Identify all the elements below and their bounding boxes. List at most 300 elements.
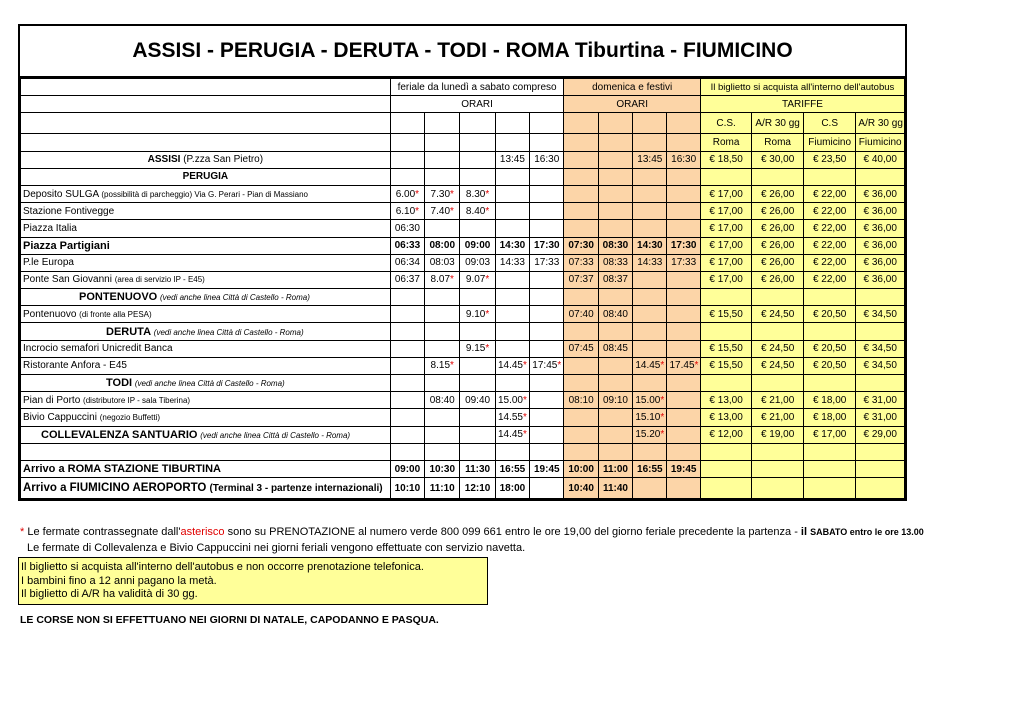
time-cell (530, 185, 564, 202)
time-cell (530, 375, 564, 392)
booking-notes (20, 524, 1000, 556)
time-cell (390, 323, 424, 340)
fare-cell: € 17,00 (700, 185, 752, 202)
stop-name: Piazza Partigiani (21, 237, 391, 254)
stop-name: Incrocio semafori Unicredit Banca (21, 340, 391, 357)
time-cell (425, 220, 460, 237)
time-cell (390, 426, 424, 443)
time-cell: 17.45* (667, 357, 700, 374)
fare-cell: € 26,00 (752, 185, 804, 202)
time-cell (460, 409, 495, 426)
timetable-sheet (18, 24, 907, 501)
time-cell (564, 409, 598, 426)
stop-name (21, 443, 391, 460)
time-cell (667, 168, 700, 185)
fare-cell (752, 460, 804, 477)
time-cell: 17:45* (530, 357, 564, 374)
fare-cell: € 17,00 (700, 237, 752, 254)
time-cell (390, 443, 424, 460)
time-cell (390, 375, 424, 392)
fare-cell: € 22,00 (803, 237, 856, 254)
time-cell: 17:30 (667, 237, 700, 254)
time-cell (425, 134, 460, 151)
time-cell (460, 113, 495, 134)
fare-destination: Fiumicino (803, 134, 856, 151)
fare-cell: € 13,00 (700, 409, 752, 426)
time-cell (425, 151, 460, 168)
ticket-info-box (18, 557, 488, 605)
fare-cell: € 22,00 (803, 254, 856, 271)
fare-cell (803, 323, 856, 340)
time-cell: 11:00 (598, 460, 632, 477)
time-cell: 14.55* (495, 409, 529, 426)
time-cell (460, 426, 495, 443)
time-cell (495, 443, 529, 460)
fare-cell: € 26,00 (752, 271, 804, 288)
time-cell: 07:30 (564, 237, 598, 254)
fare-cell: € 36,00 (856, 203, 905, 220)
time-cell (390, 168, 424, 185)
time-cell: 14:30 (633, 237, 667, 254)
fare-cell: € 17,00 (700, 254, 752, 271)
asterisk-mark: * (660, 429, 665, 441)
asterisk-mark: * (660, 394, 665, 406)
asterisco-word: asterisco (180, 526, 225, 538)
time-cell (564, 375, 598, 392)
timetable (20, 78, 905, 499)
time-cell (564, 357, 598, 374)
time-cell: 8.40* (460, 203, 495, 220)
asterisk-mark: * (694, 360, 699, 372)
time-cell (564, 113, 598, 134)
fare-cell: € 21,00 (752, 409, 804, 426)
time-cell: 18:00 (495, 478, 529, 499)
asterisk-mark: * (485, 343, 490, 355)
fare-cell: € 36,00 (856, 220, 905, 237)
asterisk-mark: * (522, 394, 527, 406)
stop-name: Pontenuovo (di fronte alla PESA) (21, 306, 391, 323)
time-cell: 07:45 (564, 340, 598, 357)
time-cell (667, 340, 700, 357)
time-cell (633, 168, 667, 185)
fare-cell (856, 460, 905, 477)
time-cell: 19:45 (530, 460, 564, 477)
time-cell: 09:40 (460, 392, 495, 409)
fare-cell: € 15,50 (700, 306, 752, 323)
fare-cell: € 26,00 (752, 203, 804, 220)
asterisk-mark: * (450, 205, 454, 217)
time-cell (495, 168, 529, 185)
fare-type: A/R 30 gg (856, 113, 905, 134)
time-cell: 06:34 (390, 254, 424, 271)
fare-cell: € 17,00 (700, 271, 752, 288)
festivi-header: domenica e festivi (564, 79, 700, 96)
fare-cell: € 31,00 (856, 392, 905, 409)
time-cell (598, 375, 632, 392)
time-cell (598, 185, 632, 202)
note-line-1: * Le fermate contrassegnate dall'asterisco sono su PRENOTAZIONE al numero verde 800 099 661 entro le ore 19,00 del giorno feriale precedente la partenza - il SABATO entro le ore 13.00 (20, 526, 924, 538)
time-cell (667, 478, 700, 499)
time-cell (425, 168, 460, 185)
fare-cell: € 15,50 (700, 340, 752, 357)
time-cell (460, 151, 495, 168)
time-cell: 11:40 (598, 478, 632, 499)
time-cell (530, 409, 564, 426)
time-cell: 08:10 (564, 392, 598, 409)
time-cell (633, 271, 667, 288)
orari-festivi: ORARI (564, 96, 700, 113)
stop-name: PONTENUOVO (vedi anche linea Città di Castello - Roma) (21, 289, 391, 306)
time-cell: 16:30 (530, 151, 564, 168)
time-cell: 08:03 (425, 254, 460, 271)
stop-name: Ponte San Giovanni (area di servizio IP - E45) (21, 271, 391, 288)
time-cell: 13:45 (633, 151, 667, 168)
fare-cell (752, 478, 804, 499)
fare-cell: € 29,00 (856, 426, 905, 443)
fare-cell: € 23,50 (803, 151, 856, 168)
time-cell: 06:33 (390, 237, 424, 254)
fare-cell: € 19,00 (752, 426, 804, 443)
time-cell (633, 220, 667, 237)
time-cell (390, 357, 424, 374)
time-cell (530, 168, 564, 185)
time-cell (667, 220, 700, 237)
time-cell: 08:40 (425, 392, 460, 409)
stop-name: COLLEVALENZA SANTUARIO (vedi anche linea Città di Castello - Roma) (21, 426, 391, 443)
asterisk-mark: * (485, 188, 490, 200)
fare-cell: € 13,00 (700, 392, 752, 409)
fare-cell: € 12,00 (700, 426, 752, 443)
time-cell (530, 340, 564, 357)
time-cell: 09:00 (390, 460, 424, 477)
fare-cell: € 18,50 (700, 151, 752, 168)
time-cell (460, 289, 495, 306)
time-cell (390, 151, 424, 168)
time-cell (633, 323, 667, 340)
fare-cell: € 20,50 (803, 340, 856, 357)
time-cell: 15.20* (633, 426, 667, 443)
time-cell (598, 220, 632, 237)
time-cell (667, 306, 700, 323)
time-cell (530, 426, 564, 443)
fare-cell: € 17,00 (700, 220, 752, 237)
time-cell (530, 220, 564, 237)
asterisk-mark: * (20, 526, 25, 538)
time-cell: 8.30* (460, 185, 495, 202)
fare-cell (856, 289, 905, 306)
fare-type: C.S. (700, 113, 752, 134)
time-cell (530, 323, 564, 340)
page-title: ASSISI - PERUGIA - DERUTA - TODI - ROMA Tiburtina - FIUMICINO (20, 26, 905, 78)
time-cell (598, 168, 632, 185)
time-cell (598, 134, 632, 151)
stop-name: Stazione Fontivegge (21, 203, 391, 220)
time-cell: 09:00 (460, 237, 495, 254)
stop-name: TODI (vedi anche linea Città di Castello - Roma) (21, 375, 391, 392)
time-cell: 10:40 (564, 478, 598, 499)
fare-cell (700, 323, 752, 340)
time-cell: 8.15* (425, 357, 460, 374)
time-cell: 14:33 (633, 254, 667, 271)
fare-cell: € 20,50 (803, 357, 856, 374)
time-cell: 17:33 (530, 254, 564, 271)
fare-cell: € 26,00 (752, 237, 804, 254)
time-cell (564, 323, 598, 340)
time-cell: 06:37 (390, 271, 424, 288)
fare-cell: € 36,00 (856, 185, 905, 202)
time-cell (530, 478, 564, 499)
fare-cell (700, 443, 752, 460)
time-cell (598, 289, 632, 306)
time-cell (530, 113, 564, 134)
time-cell (564, 151, 598, 168)
blank-cell (21, 134, 391, 151)
fare-cell: € 22,00 (803, 220, 856, 237)
time-cell (564, 168, 598, 185)
time-cell (667, 289, 700, 306)
time-cell: 17:33 (667, 254, 700, 271)
time-cell (530, 289, 564, 306)
fare-cell (752, 375, 804, 392)
time-cell: 11:10 (425, 478, 460, 499)
time-cell (390, 306, 424, 323)
asterisk-mark: * (522, 411, 527, 423)
time-cell: 16:55 (633, 460, 667, 477)
time-cell: 16:55 (495, 460, 529, 477)
time-cell (460, 134, 495, 151)
fare-cell: € 34,50 (856, 357, 905, 374)
fare-cell (856, 168, 905, 185)
fare-cell: € 18,00 (803, 392, 856, 409)
time-cell (633, 289, 667, 306)
fare-destination: Roma (700, 134, 752, 151)
time-cell: 14.45* (495, 357, 529, 374)
fare-cell: € 40,00 (856, 151, 905, 168)
fare-cell: € 30,00 (752, 151, 804, 168)
time-cell: 10:00 (564, 460, 598, 477)
asterisk-mark: * (485, 274, 490, 286)
tariffe-header: TARIFFE (700, 96, 904, 113)
time-cell (495, 271, 529, 288)
asterisk-mark: * (415, 188, 420, 200)
stop-name: P.le Europa (21, 254, 391, 271)
fare-cell: € 22,00 (803, 203, 856, 220)
time-cell (390, 340, 424, 357)
stop-name: Arrivo a ROMA STAZIONE TIBURTINA (21, 460, 391, 477)
fare-cell: € 31,00 (856, 409, 905, 426)
time-cell (495, 220, 529, 237)
stop-name: Ristorante Anfora - E45 (21, 357, 391, 374)
time-cell (425, 113, 460, 134)
time-cell (667, 392, 700, 409)
time-cell (564, 289, 598, 306)
time-cell: 9.07* (460, 271, 495, 288)
fare-cell (752, 443, 804, 460)
blank-cell (21, 96, 391, 113)
time-cell (460, 168, 495, 185)
fare-cell: € 36,00 (856, 237, 905, 254)
time-cell: 15.10* (633, 409, 667, 426)
time-cell: 14:33 (495, 254, 529, 271)
fare-cell (803, 168, 856, 185)
time-cell (425, 409, 460, 426)
time-cell (390, 392, 424, 409)
fare-cell (700, 289, 752, 306)
stop-name: PERUGIA (21, 168, 391, 185)
fare-cell: € 24,50 (752, 340, 804, 357)
time-cell (460, 443, 495, 460)
asterisk-mark: * (660, 411, 665, 423)
fare-cell (803, 478, 856, 499)
time-cell: 10:30 (425, 460, 460, 477)
time-cell (495, 203, 529, 220)
time-cell (425, 426, 460, 443)
time-cell (633, 478, 667, 499)
time-cell: 07:33 (564, 254, 598, 271)
asterisk-mark: * (522, 429, 527, 441)
fare-cell (803, 443, 856, 460)
fare-cell: € 17,00 (803, 426, 856, 443)
time-cell (425, 323, 460, 340)
time-cell (495, 323, 529, 340)
fare-cell (856, 323, 905, 340)
stop-name: Pian di Porto (distributore IP - sala Tiberina) (21, 392, 391, 409)
time-cell: 10:10 (390, 478, 424, 499)
orari-feriale: ORARI (390, 96, 564, 113)
time-cell (564, 185, 598, 202)
time-cell (530, 392, 564, 409)
fare-cell (856, 478, 905, 499)
fare-destination: Roma (752, 134, 804, 151)
time-cell (633, 185, 667, 202)
fare-cell: € 15,50 (700, 357, 752, 374)
time-cell (425, 443, 460, 460)
fare-cell (700, 460, 752, 477)
fare-cell: € 36,00 (856, 254, 905, 271)
time-cell (495, 185, 529, 202)
fare-cell (856, 443, 905, 460)
asterisk-mark: * (450, 360, 454, 372)
fare-cell: € 22,00 (803, 185, 856, 202)
time-cell: 6.00* (390, 185, 424, 202)
fare-cell: € 26,00 (752, 220, 804, 237)
info-line: Il biglietto si acquista all'interno dell'autobus e non occorre prenotazione telefonica. (21, 561, 424, 573)
time-cell (667, 134, 700, 151)
time-cell: 6.10* (390, 203, 424, 220)
time-cell (598, 443, 632, 460)
time-cell: 08:00 (425, 237, 460, 254)
fare-cell: € 17,00 (700, 203, 752, 220)
time-cell (633, 203, 667, 220)
time-cell: 14.45* (633, 357, 667, 374)
time-cell (530, 271, 564, 288)
time-cell (633, 306, 667, 323)
time-cell: 15.00* (495, 392, 529, 409)
fare-type: C.S (803, 113, 856, 134)
time-cell: 13:45 (495, 151, 529, 168)
time-cell: 7.30* (425, 185, 460, 202)
fare-cell: € 36,00 (856, 271, 905, 288)
time-cell: 08:33 (598, 254, 632, 271)
time-cell (667, 113, 700, 134)
time-cell (633, 113, 667, 134)
time-cell: 09:10 (598, 392, 632, 409)
time-cell (495, 306, 529, 323)
time-cell (564, 203, 598, 220)
time-cell: 08:30 (598, 237, 632, 254)
time-cell (598, 409, 632, 426)
fare-cell: € 18,00 (803, 409, 856, 426)
stop-name: Deposito SULGA (possibilità di parcheggio) Via G. Perari - Pian di Massiano (21, 185, 391, 202)
fare-type: A/R 30 gg (752, 113, 804, 134)
time-cell (598, 151, 632, 168)
time-cell: 07:40 (564, 306, 598, 323)
stop-name: Bivio Cappuccini (negozio Buffetti) (21, 409, 391, 426)
time-cell (667, 409, 700, 426)
time-cell: 9.15* (460, 340, 495, 357)
fare-cell (752, 168, 804, 185)
time-cell: 16:30 (667, 151, 700, 168)
time-cell (667, 185, 700, 202)
fare-cell: € 22,00 (803, 271, 856, 288)
time-cell: 15.00* (633, 392, 667, 409)
time-cell: 17:30 (530, 237, 564, 254)
fare-cell (700, 478, 752, 499)
blank-cell (21, 113, 391, 134)
stop-name: Piazza Italia (21, 220, 391, 237)
time-cell: 12:10 (460, 478, 495, 499)
fare-cell (803, 289, 856, 306)
time-cell (667, 203, 700, 220)
time-cell (460, 323, 495, 340)
time-cell (530, 203, 564, 220)
time-cell: 7.40* (425, 203, 460, 220)
time-cell (530, 306, 564, 323)
time-cell (564, 220, 598, 237)
time-cell: 08:40 (598, 306, 632, 323)
time-cell (495, 134, 529, 151)
time-cell (598, 323, 632, 340)
time-cell: 14.45* (495, 426, 529, 443)
time-cell (495, 289, 529, 306)
asterisk-mark: * (522, 360, 527, 372)
time-cell: 19:45 (667, 460, 700, 477)
time-cell (598, 357, 632, 374)
time-cell (495, 375, 529, 392)
time-cell: 8.07* (425, 271, 460, 288)
asterisk-mark: * (450, 188, 454, 200)
stop-name: DERUTA (vedi anche linea Città di Castello - Roma) (21, 323, 391, 340)
time-cell (460, 375, 495, 392)
time-cell: 08:45 (598, 340, 632, 357)
time-cell (633, 375, 667, 392)
time-cell (667, 443, 700, 460)
time-cell (530, 443, 564, 460)
closure-notice: LE CORSE NON SI EFFETTUANO NEI GIORNI DI NATALE, CAPODANNO E PASQUA. (20, 614, 439, 626)
time-cell (460, 220, 495, 237)
fare-cell (752, 289, 804, 306)
time-cell (390, 409, 424, 426)
time-cell (564, 426, 598, 443)
fare-cell: € 26,00 (752, 254, 804, 271)
time-cell (425, 289, 460, 306)
time-cell (564, 443, 598, 460)
time-cell (633, 134, 667, 151)
fare-cell: € 21,00 (752, 392, 804, 409)
time-cell (390, 134, 424, 151)
time-cell (667, 426, 700, 443)
fare-cell (856, 375, 905, 392)
